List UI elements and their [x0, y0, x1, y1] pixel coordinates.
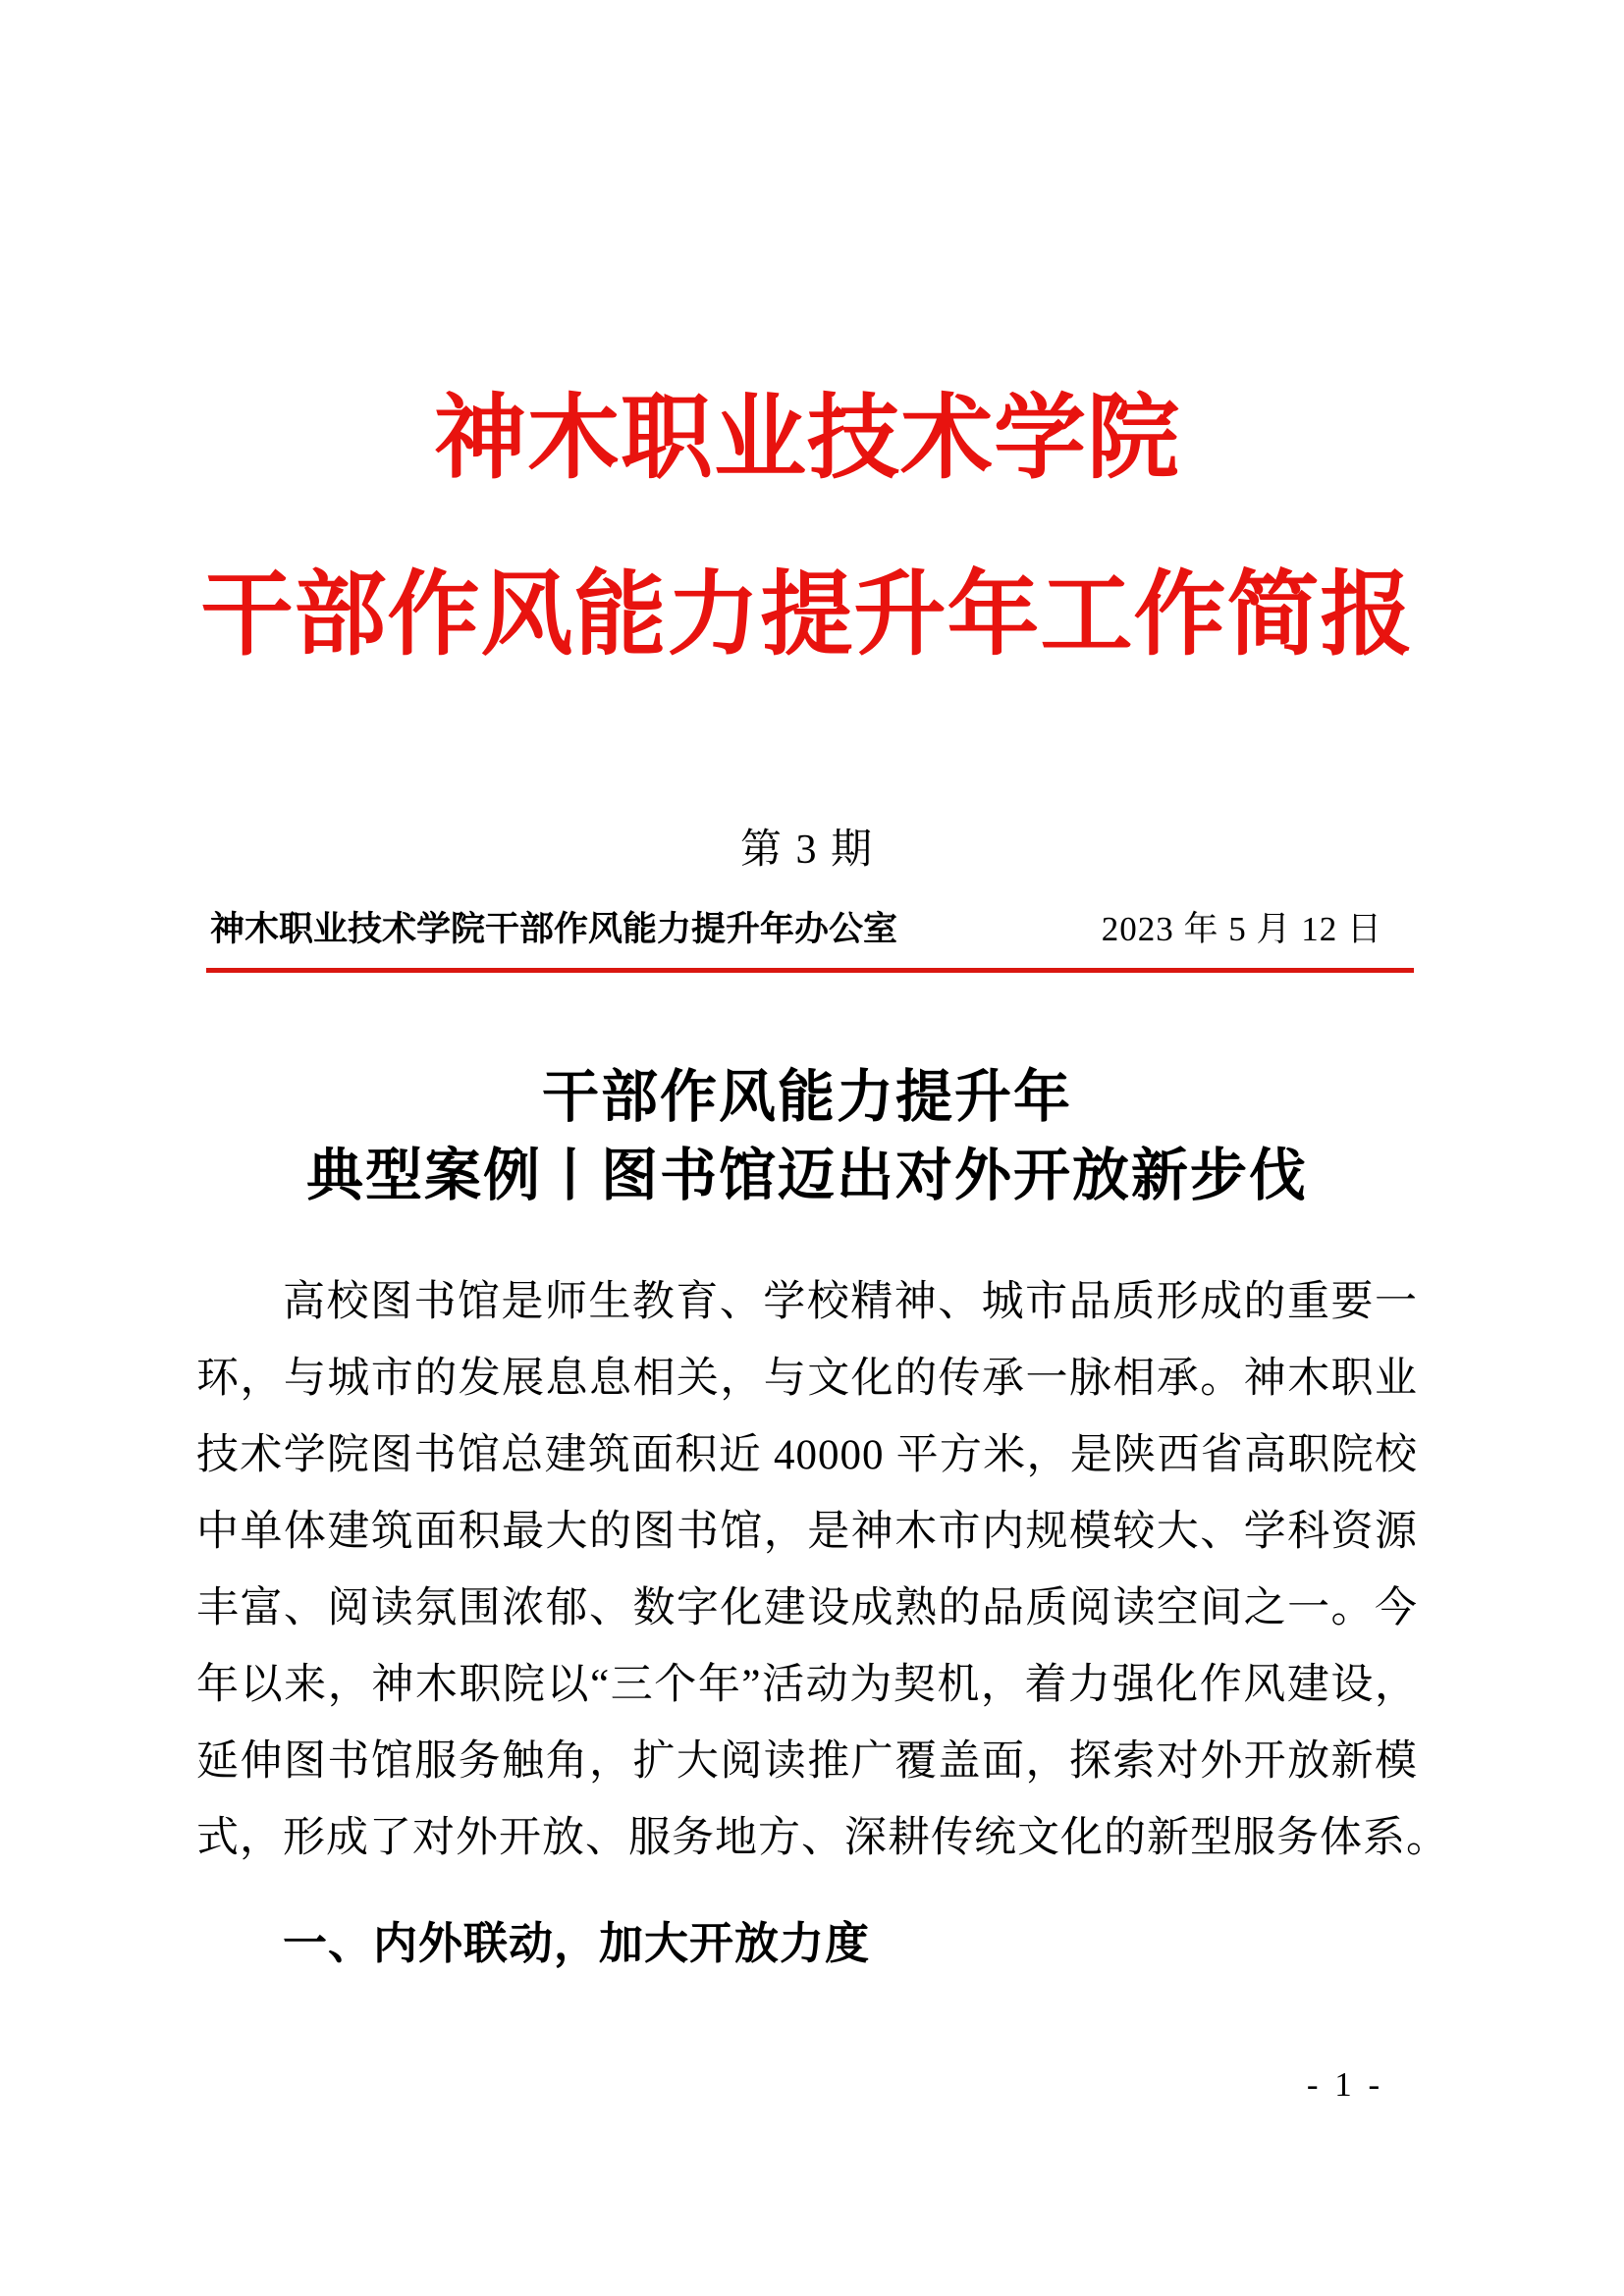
body-line: 式，形成了对外开放、服务地方、深耕传统文化的新型服务体系。	[196, 1815, 1449, 1861]
issuing-office: 神木职业技术学院干部作风能力提升年办公室	[210, 910, 898, 948]
body-line: 高校图书馆是师生教育、学校精神、城市品质形成的重要一	[283, 1279, 1418, 1325]
document-content	[196, 0, 1449, 1975]
issue-date: 2023 年 5 月 12 日	[1101, 910, 1382, 948]
masthead-title-line2: 干部作风能力提升年工作简报	[200, 564, 1414, 667]
page-number: - 1 -	[1306, 2065, 1384, 2104]
body-line: 延伸图书馆服务触角，扩大阅读推广覆盖面，探索对外开放新模	[196, 1738, 1418, 1785]
article-heading	[196, 1058, 1418, 1215]
article-heading-line2: 典型案例丨图书馆迈出对外开放新步伐	[305, 1144, 1308, 1207]
article-heading-line1: 干部作风能力提升年	[541, 1065, 1072, 1129]
body-line: 中单体建筑面积最大的图书馆，是神木市内规模较大、学科资源	[196, 1509, 1418, 1555]
issue-number: 第 3 期	[739, 828, 874, 873]
body-line: 环，与城市的发展息息相关，与文化的传承一脉相承。神木职业	[196, 1356, 1418, 1402]
article-body	[196, 1264, 1449, 1877]
body-line: 年以来，神木职院以“三个年”活动为契机，着力强化作风建设，	[196, 1662, 1418, 1708]
bulletin-masthead	[196, 0, 1418, 704]
masthead-title-line1: 神木职业技术学院	[433, 388, 1180, 490]
body-line: 技术学院图书馆总建筑面积近 40000 平方米，是陕西省高职院校	[196, 1432, 1418, 1478]
section-subheading: 一、内外联动，加大开放力度	[283, 1918, 871, 1968]
meta-row	[196, 902, 1418, 957]
body-line: 丰富、阅读氛围浓郁、数字化建设成熟的品质阅读空间之一。今	[196, 1585, 1418, 1631]
masthead-divider-rule	[206, 968, 1414, 973]
